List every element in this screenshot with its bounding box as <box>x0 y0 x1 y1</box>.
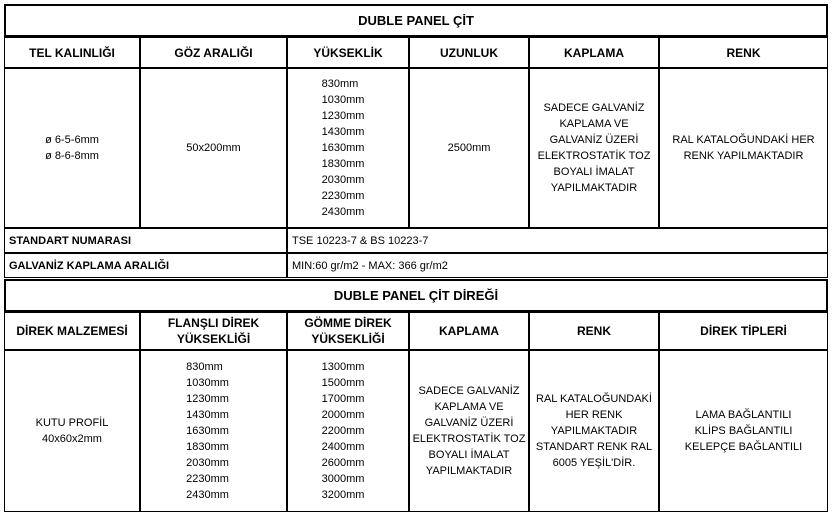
standard-value <box>287 228 828 253</box>
header-uzunluk <box>409 37 529 68</box>
coating-line: YAPILMAKTADIR <box>550 182 638 194</box>
header-label: GÖZ ARALIĞI <box>174 45 253 60</box>
height-value: 1030mm <box>321 94 365 106</box>
color-line: RENK YAPILMAKTADIR <box>683 150 804 162</box>
header-label: YÜKSEKLİĞİ <box>176 332 251 346</box>
galvaniz-value-text: MIN:60 gr/m2 - MAX: 366 gr/m2 <box>292 259 448 272</box>
header-renk-2 <box>529 312 659 350</box>
galvaniz-value <box>287 253 828 278</box>
cell-gomme <box>287 350 409 512</box>
cell-kaplama-2 <box>409 350 529 512</box>
header-direk-malzemesi <box>4 312 140 350</box>
embed-height: 1300mm <box>321 361 365 373</box>
coating-line: YAPILMAKTADIR <box>425 465 513 477</box>
color-line: YAPILMAKTADIR <box>550 425 638 437</box>
flange-height: 2430mm <box>186 489 229 501</box>
cell-renk <box>659 68 828 228</box>
cell-goz-araligi <box>140 68 287 228</box>
color-line: 6005 YEŞİL'DİR. <box>552 457 636 469</box>
header-tel-kalinligi <box>4 37 140 68</box>
header-gomme <box>287 312 409 350</box>
height-value: 2430mm <box>321 206 365 218</box>
header-kaplama <box>529 37 659 68</box>
embed-height: 2200mm <box>321 425 365 437</box>
color-line: RAL KATALOĞUNDAKİ <box>536 393 652 405</box>
cell-uzunluk <box>409 68 529 228</box>
standard-value-text: TSE 10223-7 & BS 10223-7 <box>292 234 429 247</box>
post-title <box>4 279 828 312</box>
embed-height: 2600mm <box>321 457 365 469</box>
header-label: TEL KALINLIĞI <box>29 45 115 60</box>
height-value: 1630mm <box>321 142 365 154</box>
flange-height: 2230mm <box>186 473 229 485</box>
header-label: GÖMME DİREK <box>304 316 392 330</box>
height-value: 1430mm <box>321 126 365 138</box>
flange-height: 1830mm <box>186 441 229 453</box>
embed-height: 2000mm <box>321 409 365 421</box>
cell-direk-tipleri <box>659 350 828 512</box>
coating-line: SADECE GALVANİZ <box>543 102 645 114</box>
length-value: 2500mm <box>447 142 491 154</box>
coating-line: GALVANİZ ÜZERİ <box>549 134 639 146</box>
header-direk-tipleri <box>659 312 828 350</box>
header-goz-araligi <box>140 37 287 68</box>
color-line: HER RENK <box>565 409 623 421</box>
color-line: STANDART RENK RAL <box>535 441 653 453</box>
header-label: KAPLAMA <box>439 324 499 338</box>
header-label: YÜKSEKLİĞİ <box>311 332 385 346</box>
header-label: RENK <box>576 324 611 338</box>
standard-label-text: STANDART NUMARASI <box>9 234 132 247</box>
flange-height: 1230mm <box>186 393 229 405</box>
cell-direk-malzemesi <box>4 350 140 512</box>
panel-title-text: DUBLE PANEL ÇİT <box>358 12 474 28</box>
header-label: RENK <box>726 45 761 60</box>
header-flansli <box>140 312 287 350</box>
color-line: RAL KATALOĞUNDAKİ HER <box>672 134 815 146</box>
header-renk <box>659 37 828 68</box>
embed-height: 3200mm <box>321 489 365 501</box>
header-label: YÜKSEKLİK <box>313 45 383 60</box>
header-yukseklik <box>287 37 409 68</box>
cell-yukseklik <box>287 68 409 228</box>
coating-line: ELEKTROSTATİK TOZ <box>412 433 526 445</box>
coating-line: KAPLAMA VE <box>559 118 629 130</box>
header-label: FLANŞLI DİREK <box>167 316 260 330</box>
embed-height: 3000mm <box>321 473 365 485</box>
coating-line: KAPLAMA VE <box>434 401 504 413</box>
galvaniz-label-text: GALVANİZ KAPLAMA ARALIĞI <box>9 259 170 272</box>
wire-size: ø 6-5-6mm <box>45 134 99 146</box>
flange-height: 1430mm <box>186 409 229 421</box>
post-type: LAMA BAĞLANTILI <box>695 409 792 421</box>
material-line: 40x60x2mm <box>42 433 102 445</box>
height-value: 830mm <box>321 78 359 90</box>
height-value: 2230mm <box>321 190 365 202</box>
header-label: UZUNLUK <box>440 45 498 60</box>
flange-height: 830mm <box>186 361 223 373</box>
coating-line: ELEKTROSTATİK TOZ <box>537 150 651 162</box>
coating-line: SADECE GALVANİZ <box>418 385 520 397</box>
flange-height: 1030mm <box>186 377 229 389</box>
height-value: 2030mm <box>321 174 365 186</box>
wire-size: ø 8-6-8mm <box>45 150 99 162</box>
post-title-text: DUBLE PANEL ÇİT DİREĞİ <box>333 287 499 303</box>
cell-tel-kalinligi <box>4 68 140 228</box>
height-value: 1830mm <box>321 158 365 170</box>
coating-line: GALVANİZ ÜZERİ <box>424 417 514 429</box>
embed-height: 1500mm <box>321 377 365 389</box>
coating-line: BOYALI İMALAT <box>428 449 510 461</box>
panel-title <box>4 4 828 37</box>
cell-kaplama <box>529 68 659 228</box>
post-type: KLİPS BAĞLANTILI <box>694 425 793 437</box>
mesh-spacing: 50x200mm <box>186 142 241 154</box>
header-label: DİREK MALZEMESİ <box>16 324 128 338</box>
material-line: KUTU PROFİL <box>35 417 109 429</box>
flange-height: 1630mm <box>186 425 229 437</box>
flange-height: 2030mm <box>186 457 229 469</box>
galvaniz-label <box>4 253 287 278</box>
header-kaplama-2 <box>409 312 529 350</box>
embed-height: 2400mm <box>321 441 365 453</box>
embed-height: 1700mm <box>321 393 365 405</box>
standard-label <box>4 228 287 253</box>
post-type: KELEPÇE BAĞLANTILI <box>684 441 803 453</box>
height-value: 1230mm <box>321 110 365 122</box>
cell-renk-2 <box>529 350 659 512</box>
header-label: DİREK TİPLERİ <box>700 324 787 338</box>
coating-line: BOYALI İMALAT <box>553 166 635 178</box>
header-label: KAPLAMA <box>564 45 624 60</box>
cell-flansli <box>140 350 287 512</box>
